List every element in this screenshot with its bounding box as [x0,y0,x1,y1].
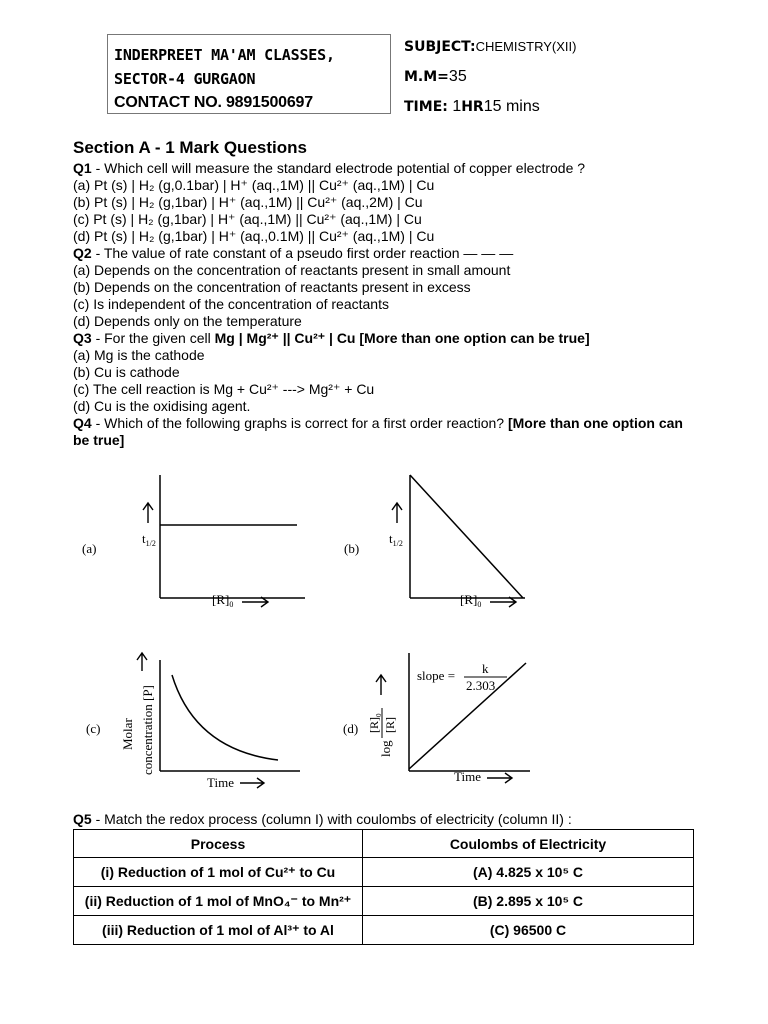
q5-num: Q5 [73,811,92,827]
institute-address: SECTOR-4 GURGAON [114,70,256,88]
q1-option-a: (a) Pt (s) | H₂ (g,0.1bar) | H⁺ (aq.,1M) || Cu²⁺ (aq.,1M) | Cu [73,177,435,193]
q3-option-b: (b) Cu is cathode [73,364,180,380]
graph-b-t-half: $t_{1/2}$ [389,531,403,548]
max-marks-line [404,68,467,86]
q4-note: [More than one option can be true] [73,415,683,448]
time-line [404,98,540,116]
graph-c-time: Time [207,775,234,790]
graph-d-r0: $[R]_0$ [367,713,383,733]
q2-num: Q2 [73,245,92,261]
q5-stem [73,811,572,828]
q2-option-d: (d) Depends only on the temperature [73,313,302,329]
header-box [107,34,391,114]
q5-text: - Match the redox process (column I) with coulombs of electricity (column II) : [91,811,572,827]
graph-b-decreasing-line [410,475,523,598]
q2-text: - The value of rate constant of a pseudo first order reaction — — — [91,245,514,261]
graph-b-label: (b) [344,541,360,556]
q1-num: Q1 [73,160,92,176]
row-3-process: (iii) Reduction of 1 mol of Al³⁺ to Al [74,916,363,945]
graph-d [343,653,530,784]
q4-graphs [80,465,540,795]
q5-match-table [73,829,694,945]
q1-option-c: (c) Pt (s) | H₂ (g,1bar) | H⁺ (aq.,1M) || Cu²⁺ (aq.,1M) | Cu [73,211,422,227]
col-coulombs-header: Coulombs of Electricity [363,830,694,858]
graph-c-up-arrow-icon [137,653,147,671]
q4-stem [73,415,688,449]
graph-d-time: Time [454,769,481,784]
graph-c-molar: Molar [120,718,135,750]
graph-d-label: (d) [343,721,359,736]
graph-c-right-arrow-icon [240,778,264,788]
row-3-coulombs: (C) 96500 C [363,916,694,945]
graph-b [344,475,525,609]
row-2-process: (ii) Reduction of 1 mol of MnO₄⁻ to Mn²⁺ [74,887,363,916]
q1-option-b: (b) Pt (s) | H₂ (g,1bar) | H⁺ (aq.,1M) || Cu²⁺ (aq.,2M) | Cu [73,194,423,210]
q2-option-b: (b) Depends on the concentration of reactants present in excess [73,279,471,295]
q3-note: [More than one option can be true] [355,330,590,346]
q2-stem [73,245,713,262]
graph-d-slope-den: 2.303 [466,678,496,693]
graph-d-slope-label: slope = [417,668,456,683]
q1-stem [73,160,713,177]
q2-option-c: (c) Is independent of the concentration of reactants [73,296,389,312]
q4-num: Q4 [73,415,92,431]
q3-option-a: (a) Mg is the cathode [73,347,205,363]
graph-a-label: (a) [82,541,97,556]
graph-d-right-arrow-icon [487,773,512,783]
time-hr: HR [461,99,484,115]
q3-option-d: (d) Cu is the oxidising agent. [73,398,251,414]
q3-option-c: (c) The cell reaction is Mg + Cu²⁺ ---> Mg²⁺ + Cu [73,381,375,397]
time-label: TIME: [404,99,448,115]
q3-stem [73,330,713,347]
q2-option-a: (a) Depends on the concentration of reactants present in small amount [73,262,511,278]
col-process-header: Process [74,830,363,858]
graph-b-r0: $[R]_0$ [460,592,482,609]
contact-number: CONTACT NO. 9891500697 [114,94,313,111]
table-row [74,887,694,916]
q3-cell: Mg | Mg²⁺ || Cu²⁺ | Cu [214,330,356,346]
institute-name: INDERPREET MA'AM CLASSES, [114,46,335,64]
graph-c-concentration: concentration [P] [140,685,155,775]
subject-line [404,38,576,55]
q4-text: - Which of the following graphs is correct for a first order reaction? [91,415,508,431]
graph-a-r0: $[R]_0$ [212,592,234,609]
question-content [73,137,713,449]
graph-d-log: log [378,740,393,757]
max-marks-value: 35 [448,68,467,85]
table-row [74,916,694,945]
graph-d-up-arrow-icon [376,675,386,695]
graph-d-r: [R] [383,717,397,733]
time-num: 1 [452,98,462,115]
graph-c [86,653,300,790]
row-1-process: (i) Reduction of 1 mol of Cu²⁺ to Cu [74,858,363,887]
graph-a-t-half: $t_{1/2}$ [142,531,156,548]
graph-a-up-arrow-icon [143,503,153,523]
q1-option-d: (d) Pt (s) | H₂ (g,1bar) | H⁺ (aq.,0.1M) || Cu²⁺ (aq.,1M) | Cu [73,228,435,244]
graph-d-slope-k: k [482,661,489,676]
time-rest: 15 mins [483,98,540,115]
row-2-coulombs: (B) 2.895 x 10⁵ C [363,887,694,916]
q1-text: - Which cell will measure the standard electrode potential of copper electrode ? [91,160,586,176]
table-row [74,858,694,887]
graph-a [82,475,305,609]
row-1-coulombs: (A) 4.825 x 10⁵ C [363,858,694,887]
subject-value: CHEMISTRY(XII) [475,39,577,54]
subject-label: SUBJECT: [404,39,476,55]
max-marks-label: M.M= [404,69,449,85]
q3-num: Q3 [73,330,92,346]
graph-b-up-arrow-icon [392,503,402,523]
section-title: Section A - 1 Mark Questions [73,138,307,157]
q3-text: - For the given cell [91,330,215,346]
graph-c-label: (c) [86,721,101,736]
table-header-row [74,830,694,858]
graph-c-decay-curve [172,675,278,760]
